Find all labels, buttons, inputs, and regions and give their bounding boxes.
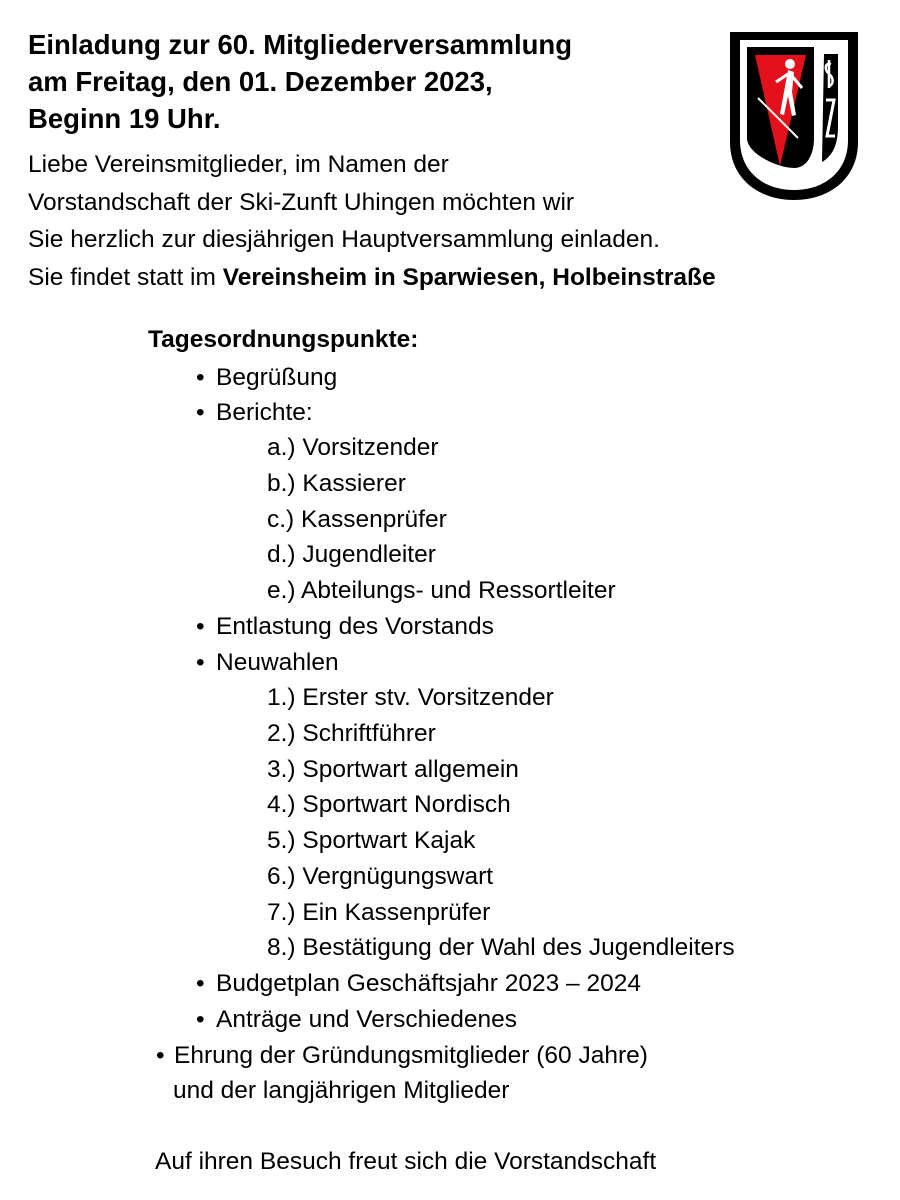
bericht-item: d.) Jugendleiter (267, 541, 436, 568)
agenda-item-berichte (196, 397, 313, 429)
bullet: • (196, 399, 205, 426)
agenda-item-ehrung (156, 1040, 648, 1072)
intro-line-3: Sie herzlich zur diesjährigen Hauptversammlung einladen. (28, 226, 660, 253)
agenda-item-begruessung (196, 362, 337, 394)
venue: Vereinsheim in Sparwiesen, Holbeinstraße (222, 263, 716, 291)
bullet: • (196, 970, 205, 997)
heading-line-1: Einladung zur 60. Mitgliederversammlung (28, 29, 572, 60)
intro-line-4-text: Sie findet statt im (28, 263, 223, 291)
bullet: • (196, 364, 205, 391)
bullet: • (196, 1006, 205, 1033)
agenda-item-label: Neuwahlen (216, 649, 339, 676)
bullet: • (196, 613, 205, 640)
bullet: • (196, 649, 205, 676)
heading-line-2: am Freitag, den 01. Dezember 2023, (28, 66, 493, 97)
bericht-item: a.) Vorsitzender (267, 434, 439, 461)
bullet: • (156, 1042, 165, 1069)
neuwahl-item: 3.) Sportwart allgemein (267, 756, 519, 783)
agenda-title: Tagesordnungspunkte: (148, 326, 419, 353)
intro-line-1: Liebe Vereinsmitglieder, im Namen der (28, 151, 449, 178)
intro-paragraph (28, 146, 716, 296)
neuwahl-item: 2.) Schriftführer (267, 720, 436, 747)
agenda-item-label: Begrüßung (216, 364, 338, 391)
agenda-item-antraege (196, 1004, 517, 1036)
ski-zunft-logo (728, 30, 860, 202)
closing-line: Auf ihren Besuch freut sich die Vorstandschaft (155, 1148, 657, 1175)
heading-line-3: Beginn 19 Uhr. (28, 103, 221, 134)
agenda-item-label: Entlastung des Vorstands (216, 613, 494, 640)
neuwahl-item: 5.) Sportwart Kajak (267, 827, 476, 854)
agenda-item-label: Anträge und Verschiedenes (216, 1006, 518, 1033)
neuwahl-item: 7.) Ein Kassenprüfer (267, 899, 491, 926)
bericht-item: b.) Kassierer (267, 470, 406, 497)
neuwahl-item: 8.) Bestätigung der Wahl des Jugendleiters (267, 934, 735, 961)
agenda-item-budgetplan (196, 968, 641, 1000)
neuwahl-item: 1.) Erster stv. Vorsitzender (267, 684, 554, 711)
agenda-item-entlastung (196, 611, 494, 643)
intro-line-2: Vorstandschaft der Ski-Zunft Uhingen möchten wir (28, 188, 575, 216)
agenda-item-label: Budgetplan Geschäftsjahr 2023 – 2024 (216, 970, 641, 997)
agenda-item-ehrung-continued: und der langjährigen Mitglieder (173, 1077, 510, 1104)
neuwahl-item: 6.) Vergnügungswart (267, 863, 494, 890)
invitation-heading (28, 26, 572, 137)
agenda-item-label: Berichte: (216, 399, 313, 426)
agenda-item-label: Ehrung der Gründungsmitglieder (60 Jahre) (174, 1042, 648, 1069)
bericht-item: e.) Abteilungs- und Ressortleiter (267, 577, 616, 604)
bericht-item: c.) Kassenprüfer (267, 506, 447, 533)
agenda-item-neuwahlen (196, 647, 339, 679)
neuwahl-item: 4.) Sportwart Nordisch (267, 791, 511, 818)
intro-line-4 (28, 259, 716, 297)
